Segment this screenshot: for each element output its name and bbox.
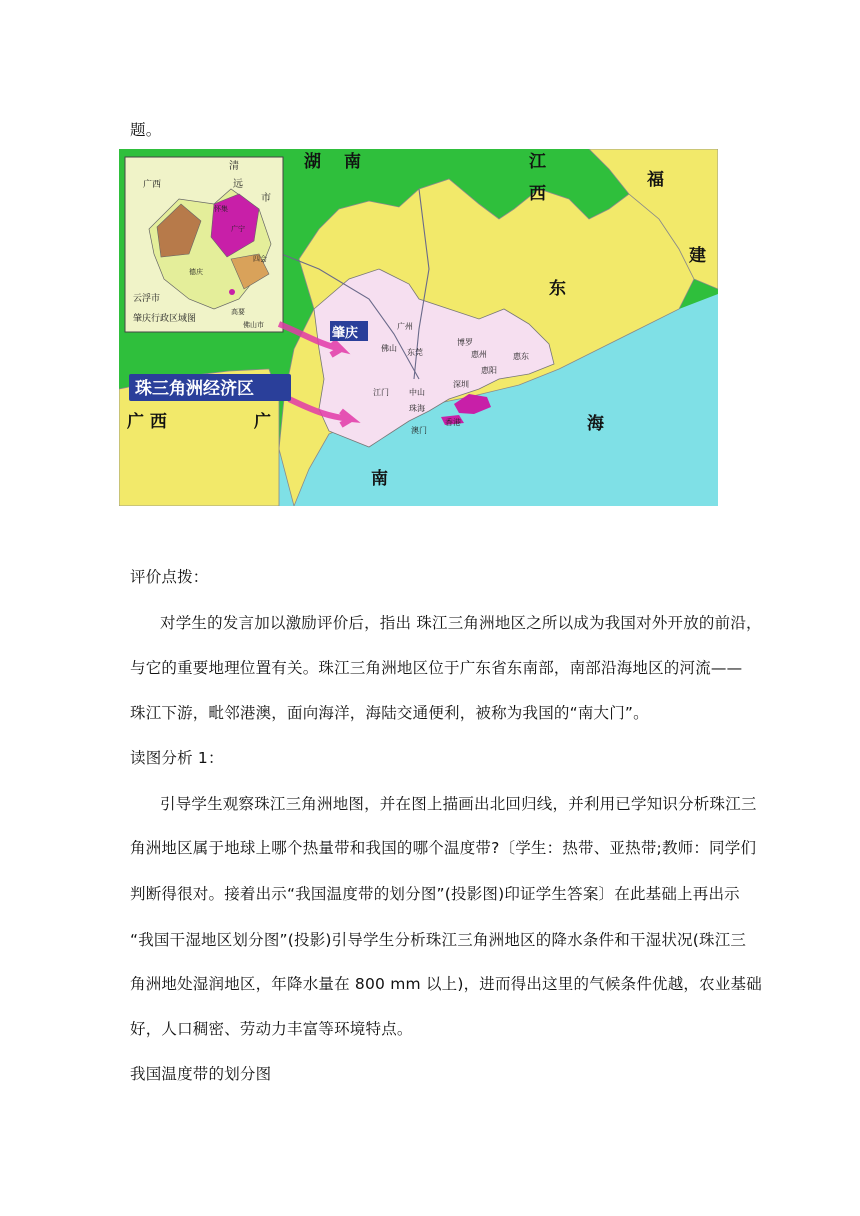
city-xianggang: 香港 bbox=[445, 418, 461, 427]
label-guangxi: 广 西 bbox=[127, 412, 167, 432]
city-zhongshan: 中山 bbox=[409, 388, 425, 397]
inset-sihui: 四会 bbox=[253, 255, 267, 263]
inset-guangning: 广宁 bbox=[231, 225, 245, 233]
figure-caption: 我国温度带的划分图 bbox=[130, 1065, 272, 1083]
read-heading: 读图分析 1： bbox=[130, 749, 224, 767]
banner-label: 珠三角洲经济区 bbox=[135, 379, 254, 399]
label-nanhai-nan: 南 bbox=[371, 469, 388, 489]
city-dongguan: 东莞 bbox=[407, 348, 423, 357]
read-paragraph-line-2: 角洲地区属于地球上哪个热量带和我国的哪个温度带?〔学生：热带、亚热带;教师：同学们 bbox=[130, 839, 757, 857]
inset-foshanshi: 佛山市 bbox=[243, 321, 264, 329]
read-paragraph-line-4: “我国干湿地区划分图”(投影)引导学生分析珠江三角洲地区的降水条件和干湿状况(珠江三 bbox=[130, 931, 747, 949]
inset-huaiji: 怀集 bbox=[214, 205, 228, 213]
eval-paragraph-line-2: 与它的重要地理位置有关。珠江三角洲地区位于广东省东南部，南部沿海地区的河流—— bbox=[130, 659, 743, 677]
read-paragraph-line-1: 引导学生观察珠江三角洲地图，并在图上描画出北回归线，并利用已学知识分析珠江三 bbox=[160, 795, 757, 813]
city-huidong: 惠东 bbox=[513, 352, 529, 361]
label-jiangxi-1: 江 bbox=[529, 152, 546, 172]
read-paragraph-line-5: 角洲地处湿润地区，年降水量在 800 mm 以上)，进而得出这里的气候条件优越，农业基础 bbox=[130, 975, 762, 993]
inset-qing: 清 bbox=[229, 161, 239, 172]
fragment-text: 题。 bbox=[130, 121, 162, 139]
city-foshan: 佛山 bbox=[381, 344, 397, 353]
label-fujian-1: 福 bbox=[647, 170, 664, 190]
pearl-river-delta-map bbox=[119, 149, 718, 506]
city-aomen: 澳门 bbox=[411, 426, 427, 435]
inset-yuan: 远 bbox=[233, 179, 243, 190]
inset-yunfu: 云浮市 bbox=[133, 294, 161, 304]
label-guangdong-dong: 东 bbox=[549, 279, 566, 299]
city-boluo: 博罗 bbox=[457, 338, 473, 347]
inset-caption: 肇庆行政区域图 bbox=[133, 314, 197, 324]
city-huizhou: 惠州 bbox=[471, 350, 487, 359]
read-paragraph-line-3: 判断得很对。接着出示“我国温度带的划分图”(投影图)印证学生答案〕在此基础上再出示 bbox=[130, 885, 740, 903]
city-jiangmen: 江门 bbox=[373, 388, 389, 397]
label-hunan-1: 湖 bbox=[304, 152, 321, 172]
city-guangzhou: 广州 bbox=[397, 322, 413, 331]
label-hunan-2: 南 bbox=[344, 152, 361, 172]
city-zhuhai: 珠海 bbox=[409, 404, 425, 413]
read-paragraph-line-6: 好，人口稠密、劳动力丰富等环境特点。 bbox=[130, 1020, 413, 1038]
inset-gaoyao: 高要 bbox=[231, 308, 245, 316]
label-nanhai-hai: 海 bbox=[587, 414, 604, 434]
inset-shi: 市 bbox=[261, 193, 271, 204]
label-guangdong-guang: 广 bbox=[254, 412, 271, 432]
label-fujian-2: 建 bbox=[689, 246, 706, 266]
inset-guangxi: 广西 bbox=[143, 180, 162, 190]
inset-deqing: 德庆 bbox=[189, 268, 203, 276]
eval-heading: 评价点拨： bbox=[130, 568, 209, 586]
label-jiangxi-2: 西 bbox=[529, 184, 546, 204]
eval-paragraph-line-3: 珠江下游，毗邻港澳，面向海洋，海陆交通便利，被称为我国的“南大门”。 bbox=[130, 704, 649, 722]
inset-zhaoqing-dot bbox=[229, 289, 235, 295]
city-shenzhen: 深圳 bbox=[453, 380, 469, 389]
city-huiyang: 惠阳 bbox=[481, 366, 497, 375]
eval-paragraph-line-1: 对学生的发言加以激励评价后，指出 珠江三角洲地区之所以成为我国对外开放的前沿， bbox=[160, 614, 762, 632]
zhaoqing-label: 肇庆 bbox=[332, 326, 359, 341]
